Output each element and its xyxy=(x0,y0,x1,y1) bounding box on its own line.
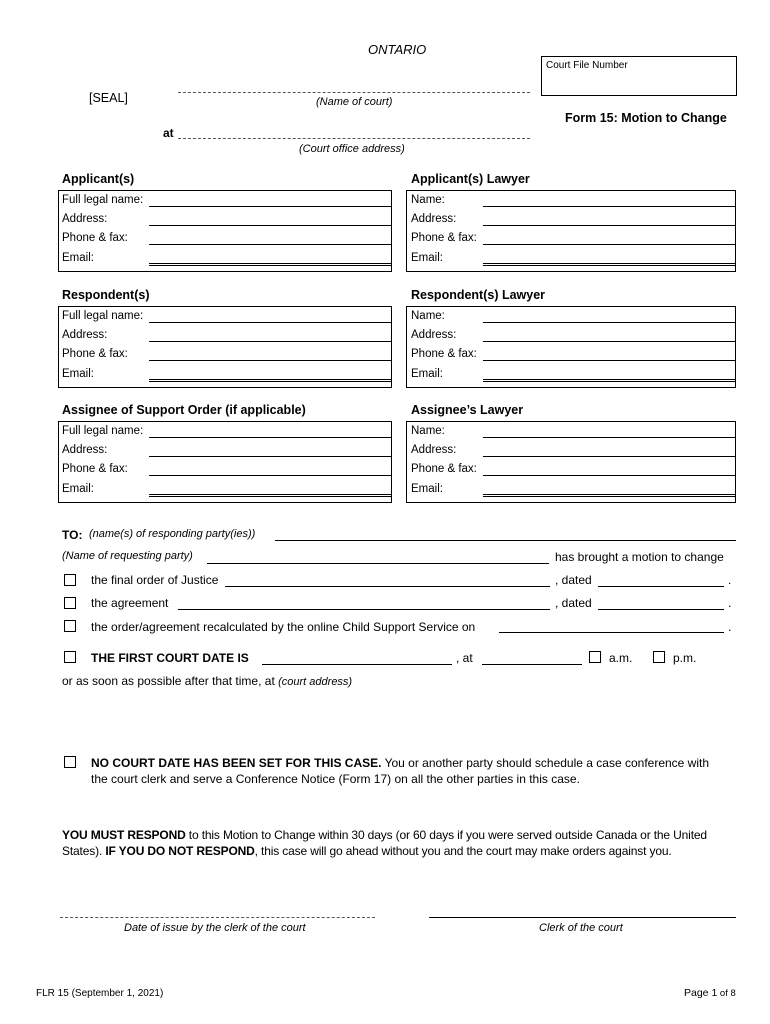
page-indicator xyxy=(684,987,736,999)
agreement-label: the agreement xyxy=(91,596,169,610)
respondent-lawyer-field-input[interactable] xyxy=(483,341,735,342)
applicant-lawyer-box xyxy=(406,190,736,272)
respondent-lawyer-field-input[interactable] xyxy=(483,360,735,361)
respondent-field-input[interactable] xyxy=(149,341,391,342)
respondent-title: Respondent(s) xyxy=(62,288,150,302)
assignee-lawyer-field-input[interactable] xyxy=(483,475,735,476)
applicant-lawyer-field-input[interactable] xyxy=(483,225,735,226)
soon-text xyxy=(62,674,352,688)
am-checkbox[interactable] xyxy=(589,651,601,663)
applicant-lawyer-field-input[interactable] xyxy=(483,263,735,266)
assignee-lawyer-title: Assignee’s Lawyer xyxy=(411,403,524,417)
assignee-title: Assignee of Support Order (if applicable) xyxy=(62,403,306,417)
first-court-time-field[interactable] xyxy=(482,664,582,665)
assignee-lawyer-field-input[interactable] xyxy=(483,456,735,457)
agreement-period: . xyxy=(728,596,732,610)
not-respond-bold: IF YOU DO NOT RESPOND xyxy=(105,844,255,858)
recalculated-label: the order/agreement recalculated by the online Child Support Service on xyxy=(91,620,476,634)
assignee-lawyer-field-input[interactable] xyxy=(483,437,735,438)
clerk-caption: Clerk of the court xyxy=(539,922,623,934)
must-respond-text xyxy=(62,827,742,859)
assignee-field-input[interactable] xyxy=(149,494,391,497)
no-court-date-text xyxy=(91,755,741,787)
page-total: of 8 xyxy=(717,988,736,999)
respondent-lawyer-box xyxy=(406,306,736,388)
jurisdiction-heading: ONTARIO xyxy=(368,42,427,57)
respondent-field-input[interactable] xyxy=(149,379,391,382)
applicant-lawyer-field-label: Email: xyxy=(411,252,443,264)
seal-label: [SEAL] xyxy=(89,91,128,105)
name-of-court-caption: (Name of court) xyxy=(316,96,393,108)
court-file-number-box[interactable] xyxy=(541,56,737,96)
assignee-lawyer-field-label: Email: xyxy=(411,483,443,495)
agreement-field[interactable] xyxy=(178,609,550,610)
to-label: TO: xyxy=(62,528,83,542)
no-court-date-bold: NO COURT DATE HAS BEEN SET FOR THIS CASE. xyxy=(91,756,382,770)
respondent-lawyer-field-label: Email: xyxy=(411,368,443,380)
final-order-date-field[interactable] xyxy=(598,586,724,587)
final-order-period: . xyxy=(728,573,732,587)
assignee-field-label: Email: xyxy=(62,483,94,495)
respondent-field-input[interactable] xyxy=(149,322,391,323)
first-court-at-label: , at xyxy=(456,651,473,665)
applicant-lawyer-field-label: Name: xyxy=(411,194,445,206)
am-label: a.m. xyxy=(609,651,633,665)
assignee-lawyer-field-label: Address: xyxy=(411,444,457,456)
respondent-field-input[interactable] xyxy=(149,360,391,361)
pm-checkbox[interactable] xyxy=(653,651,665,663)
respondent-field-label: Email: xyxy=(62,368,94,380)
court-office-address-field[interactable] xyxy=(178,138,530,139)
respondent-field-label: Full legal name: xyxy=(62,310,144,322)
clerk-signature-field[interactable] xyxy=(429,917,736,918)
court-address-caption: (court address) xyxy=(278,676,353,688)
assignee-field-label: Phone & fax: xyxy=(62,463,128,475)
form-id: FLR 15 (September 1, 2021) xyxy=(36,988,164,999)
responding-party-field[interactable] xyxy=(275,540,736,541)
court-file-number-label: Court File Number xyxy=(546,60,628,71)
pm-label: p.m. xyxy=(673,651,697,665)
name-of-court-field[interactable] xyxy=(178,92,530,93)
agreement-dated-label: , dated xyxy=(555,596,592,610)
no-court-date-rest1: You or another party should schedule a case conference with xyxy=(381,756,710,770)
assignee-field-label: Full legal name: xyxy=(62,425,144,437)
final-order-checkbox[interactable] xyxy=(64,574,76,586)
applicant-lawyer-field-label: Phone & fax: xyxy=(411,232,477,244)
requesting-party-field[interactable] xyxy=(207,563,549,564)
respondent-lawyer-field-input[interactable] xyxy=(483,379,735,382)
first-court-date-label: THE FIRST COURT DATE IS xyxy=(91,651,249,665)
recalculated-period: . xyxy=(728,620,732,634)
respondent-field-label: Address: xyxy=(62,329,108,341)
to-caption: (name(s) of responding party(ies)) xyxy=(89,528,256,540)
applicant-field-input[interactable] xyxy=(149,244,391,245)
assignee-lawyer-field-label: Name: xyxy=(411,425,445,437)
must-respond-rest2b: , this case will go ahead without you and the court may make orders against you. xyxy=(254,844,672,858)
justice-name-field[interactable] xyxy=(225,586,550,587)
applicant-field-input[interactable] xyxy=(149,206,391,207)
applicant-field-label: Full legal name: xyxy=(62,194,144,206)
date-of-issue-caption: Date of issue by the clerk of the court xyxy=(124,922,306,934)
court-address-field[interactable] xyxy=(62,690,736,740)
assignee-field-input[interactable] xyxy=(149,456,391,457)
brought-motion-text: has brought a motion to change xyxy=(555,550,724,564)
applicant-lawyer-field-label: Address: xyxy=(411,213,457,225)
page-label: Page xyxy=(684,987,712,999)
respondent-field-label: Phone & fax: xyxy=(62,348,128,360)
applicant-field-input[interactable] xyxy=(149,263,391,266)
respondent-lawyer-field-label: Phone & fax: xyxy=(411,348,477,360)
must-respond-bold: YOU MUST RESPOND xyxy=(62,828,186,842)
recalculated-date-field[interactable] xyxy=(499,632,724,633)
must-respond-rest1: to this Motion to Change within 30 days (or 60 days if you were served outside Canada or the United xyxy=(185,828,707,842)
applicant-title: Applicant(s) xyxy=(62,172,135,186)
page-number: 1 xyxy=(711,987,718,999)
final-order-dated-label: , dated xyxy=(555,573,592,587)
respondent-lawyer-field-label: Name: xyxy=(411,310,445,322)
assignee-lawyer-field-input[interactable] xyxy=(483,494,735,497)
date-of-issue-field[interactable] xyxy=(60,917,375,918)
respondent-lawyer-title: Respondent(s) Lawyer xyxy=(411,288,546,302)
must-respond-rest2a: States). xyxy=(62,844,106,858)
assignee-field-label: Address: xyxy=(62,444,108,456)
form-title: Form 15: Motion to Change xyxy=(565,111,727,125)
at-label: at xyxy=(163,126,174,140)
agreement-checkbox[interactable] xyxy=(64,597,76,609)
no-court-date-checkbox[interactable] xyxy=(64,756,76,768)
assignee-lawyer-field-label: Phone & fax: xyxy=(411,463,477,475)
soon-text-label: or as soon as possible after that time, at xyxy=(62,674,275,688)
court-office-caption: (Court office address) xyxy=(299,143,405,155)
applicant-lawyer-title: Applicant(s) Lawyer xyxy=(411,172,530,186)
applicant-field-input[interactable] xyxy=(149,225,391,226)
assignee-lawyer-box xyxy=(406,421,736,503)
applicant-field-label: Phone & fax: xyxy=(62,232,128,244)
applicant-field-label: Address: xyxy=(62,213,108,225)
requesting-party-caption: (Name of requesting party) xyxy=(62,550,193,562)
assignee-field-input[interactable] xyxy=(149,475,391,476)
no-court-date-rest2: the court clerk and serve a Conference Notice (Form 17) on all the other parties in this case. xyxy=(91,772,580,786)
assignee-field-input[interactable] xyxy=(149,437,391,438)
applicant-lawyer-field-input[interactable] xyxy=(483,244,735,245)
respondent-lawyer-field-input[interactable] xyxy=(483,322,735,323)
respondent-lawyer-field-label: Address: xyxy=(411,329,457,341)
applicant-lawyer-field-input[interactable] xyxy=(483,206,735,207)
agreement-date-field[interactable] xyxy=(598,609,724,610)
first-court-date-field[interactable] xyxy=(262,664,452,665)
first-court-date-checkbox[interactable] xyxy=(64,651,76,663)
final-order-label: the final order of Justice xyxy=(91,573,219,587)
applicant-field-label: Email: xyxy=(62,252,94,264)
recalculated-checkbox[interactable] xyxy=(64,620,76,632)
